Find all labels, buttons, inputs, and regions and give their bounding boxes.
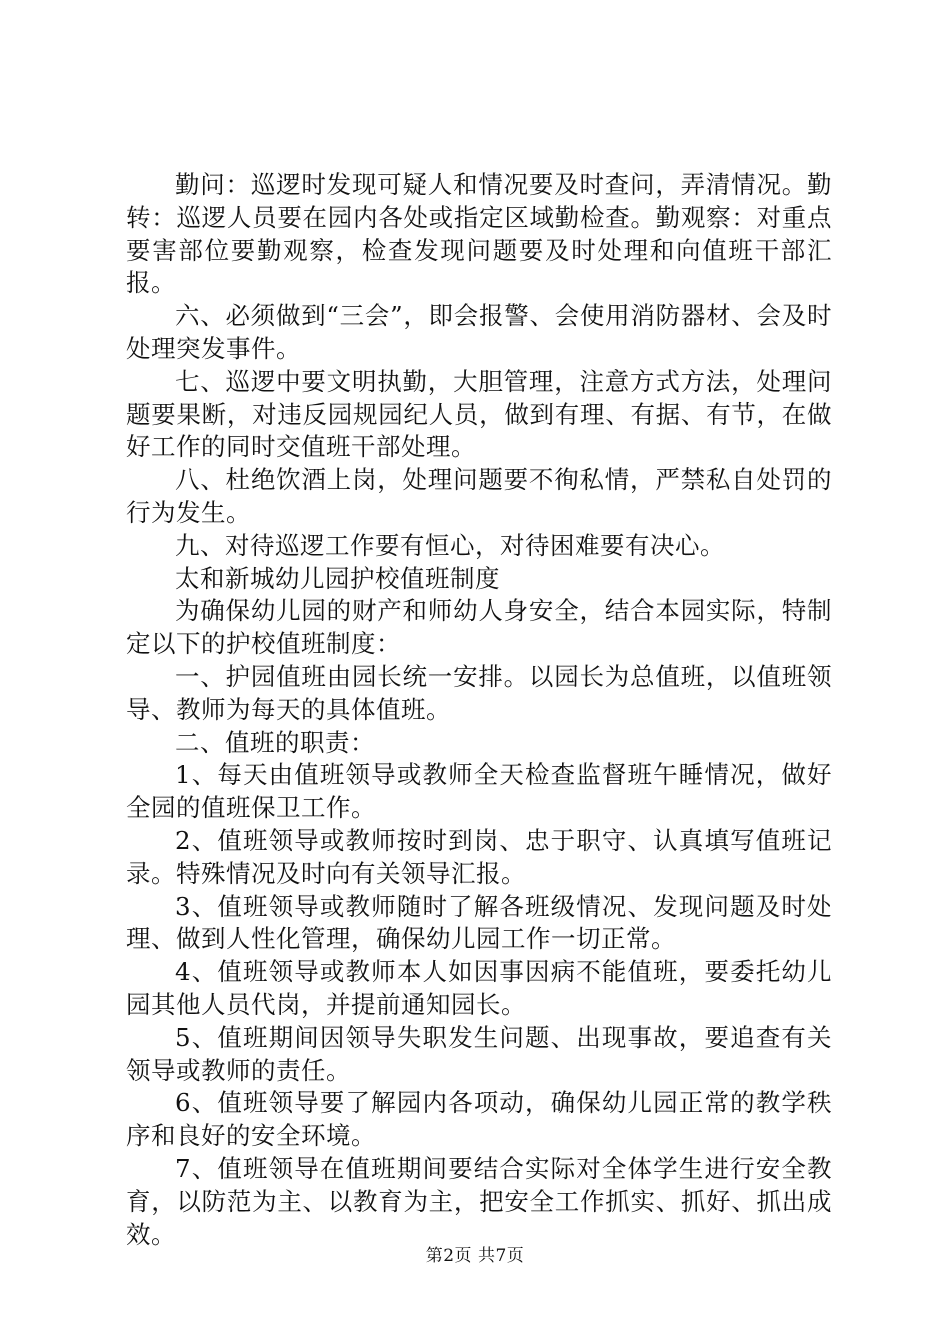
- document-body: [126, 169, 832, 1251]
- paragraph-duty-5: 5、值班期间因领导失职发生问题、出现事故，要追查有关领导或教师的责任。: [126, 1022, 832, 1085]
- paragraph-duty-3: 3、值班领导或教师随时了解各班级情况、发现问题及时处理、做到人性化管理，确保幼儿园工作一切正常。: [126, 891, 832, 954]
- paragraph-item-one: 一、护园值班由园长统一安排。以园长为总值班，以值班领导、教师为每天的具体值班。: [126, 661, 832, 724]
- paragraph-duty-4: 4、值班领导或教师本人如因事因病不能值班，要委托幼儿园其他人员代岗，并提前通知园长。: [126, 957, 832, 1019]
- paragraph-rule-six: 六、必须做到“三会”，即会报警、会使用消防器材、会及时处理突发事件。: [126, 301, 832, 363]
- section-title: 太和新城幼儿园护校值班制度: [175, 563, 500, 593]
- paragraph-duty-6: 6、值班领导要了解园内各项动，确保幼儿园正常的教学秩序和良好的安全环境。: [126, 1088, 832, 1151]
- paragraph-rule-seven: 七、巡逻中要文明执勤，大胆管理，注意方式方法，处理问题要果断，对违反园规园纪人员，做到有理、有据、有节，在做好工作的同时交值班干部处理。: [126, 366, 832, 462]
- paragraph-item-two-heading: 二、值班的职责：: [175, 727, 375, 757]
- paragraph-intro: 为确保幼儿园的财产和师幼人身安全，结合本园实际，特制定以下的护校值班制度：: [126, 596, 832, 659]
- paragraph-duty-2: 2、值班领导或教师按时到岗、忠于职守、认真填写值班记录。特殊情况及时向有关领导汇报。: [126, 825, 832, 888]
- page-number-footer: 第2页 共7页: [425, 1246, 525, 1266]
- paragraph-rule-eight: 八、杜绝饮酒上岗，处理问题要不徇私情，严禁私自处罚的行为发生。: [126, 465, 832, 527]
- paragraph-duty-7: 7、值班领导在值班期间要结合实际对全体学生进行安全教育，以防范为主、以教育为主，把安全工作抓实、抓好、抓出成效。: [126, 1153, 832, 1249]
- paragraph-rule-nine: 九、对待巡逻工作要有恒心，对待困难要有决心。: [175, 530, 725, 560]
- paragraph-diligent-duties: 勤问：巡逻时发现可疑人和情况要及时查问，弄清情况。勤转：巡逻人员要在园内各处或指定区域勤检查。勤观察：对重点要害部位要勤观察，检查发现问题要及时处理和向值班干部汇报。: [126, 170, 832, 298]
- paragraph-duty-1: 1、每天由值班领导或教师全天检查监督班午睡情况，做好全园的值班保卫工作。: [126, 760, 832, 823]
